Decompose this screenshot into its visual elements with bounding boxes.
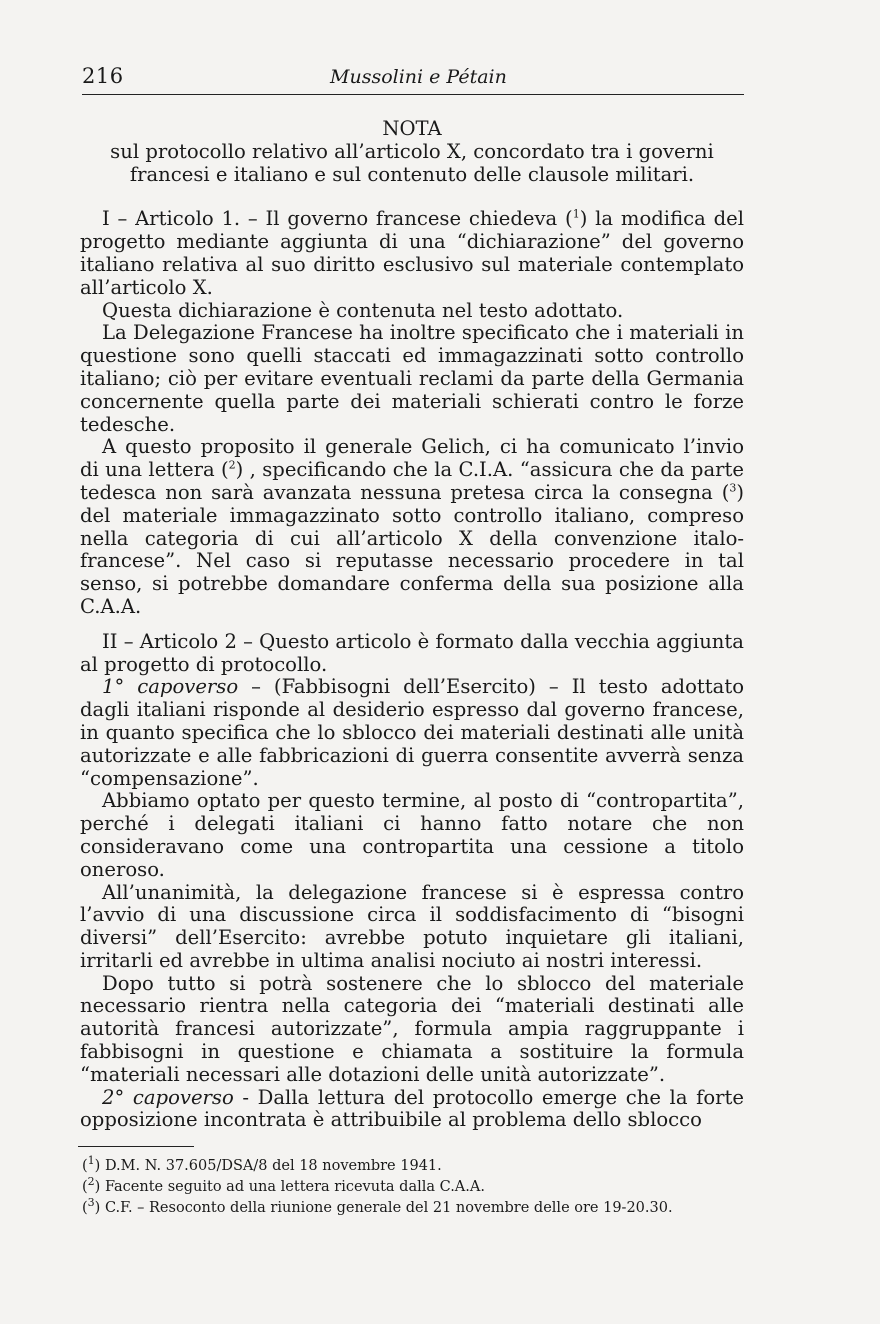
main-text [80,118,744,1132]
running-title: Mussolini e Pétain [330,66,507,88]
paragraph: II – Articolo 2 – Questo articolo è formato dalla vecchia aggiunta al progetto di protocollo. [80,629,744,676]
footnote: ($^2$) Facente seguito ad una lettera ricevuta dalla C.A.A. [82,1175,485,1195]
paragraph: Dopo tutto si potrà sostenere che lo sblocco del materiale necessario rientra nella categoria dei “materiali destinati alle autorità francesi autorizzate”, formula ampia raggruppante i fabbisogni in questione e chiamata a sostituire la formula “materiali necessari alle dotazioni delle unità autorizzate”. [80,971,744,1086]
footnote-ref: 1 [572,207,580,221]
footnote-ref: 2 [228,458,236,472]
footnote: ($^3$) C.F. – Resoconto della riunione generale del 21 novembre delle ore 19-20.30. [82,1196,673,1216]
note-title: NOTA [382,117,442,140]
running-header [82,62,744,95]
paragraph: 1° capoverso – (Fabbisogni dell’Esercito) – Il testo adottato dagli italiani risponde al desiderio espresso dal governo francese, in quanto specifica che lo sblocco dei materiali destinati alle unità autorizzate e alle fabbricazioni di guerra consentite avverrà senza “compensazione”. [80,675,744,790]
paragraph: Abbiamo optato per questo termine, al posto di “contropartita”, perché i delegati italiani ci hanno fatto notare che non consideravano come una contropartita una cessione a titolo oneroso. [80,789,744,881]
paragraph: I – Articolo 1. – Il governo francese chiedeva ($^1$) la modifica del progetto mediante aggiunta di una “dichiarazione” del governo italiano relativa al suo diritto esclusivo sul materiale contemplato all’articolo X. [80,207,745,299]
footnote-ref: 3 [729,481,737,495]
note-subtitle: sul protocollo relativo all’articolo X, concordato tra i governi francesi e italiano e sul contenuto delle clausole militari. [110,139,714,186]
capoverso-label: 1° capoverso [102,675,239,699]
footnote-divider [78,1146,194,1147]
paragraph: A questo proposito il generale Gelich, ci ha comunicato l’invio di una lettera ($^2$) , specificando che la C.I.A. “assicura che da parte tedesca non sarà avanzata nessuna pretesa circa la consegna ($^3$) del materiale immagazzinato sotto controllo italiano, compreso nella categoria di cui all’articolo X della convenzione italo-francese”. Nel caso si reputasse necessario procedere in tal senso, si potrebbe domandare conferma della sua posizione alla C.A.A. [80,435,744,618]
footnotes [82,1156,742,1219]
footnote: ($^1$) D.M. N. 37.605/DSA/8 del 18 novembre 1941. [82,1154,442,1174]
paragraph: All’unanimità, la delegazione francese si è espressa contro l’avvio di una discussione circa il soddisfacimento di “bisogni diversi” dell’Esercito: avrebbe potuto inquietare gli italiani, irritarli ed avrebbe in ultima analisi nociuto ai nostri interessi. [80,880,744,972]
paragraph: Questa dichiarazione è contenuta nel testo adottato. [102,298,624,322]
paragraph: La Delegazione Francese ha inoltre specificato che i materiali in questione sono quelli staccati ed immagazzinati sotto controllo italiano; ciò per evitare eventuali reclami da parte della Germania concernente quella parte dei materiali schierati contro le forze tedesche. [80,321,744,436]
capoverso-label: 2° capoverso [102,1085,234,1109]
paragraph: 2° capoverso - Dalla lettura del protocollo emerge che la forte opposizione incontrata è attribuibile al problema dello sblocco [80,1085,745,1132]
page-number: 216 [82,64,124,88]
